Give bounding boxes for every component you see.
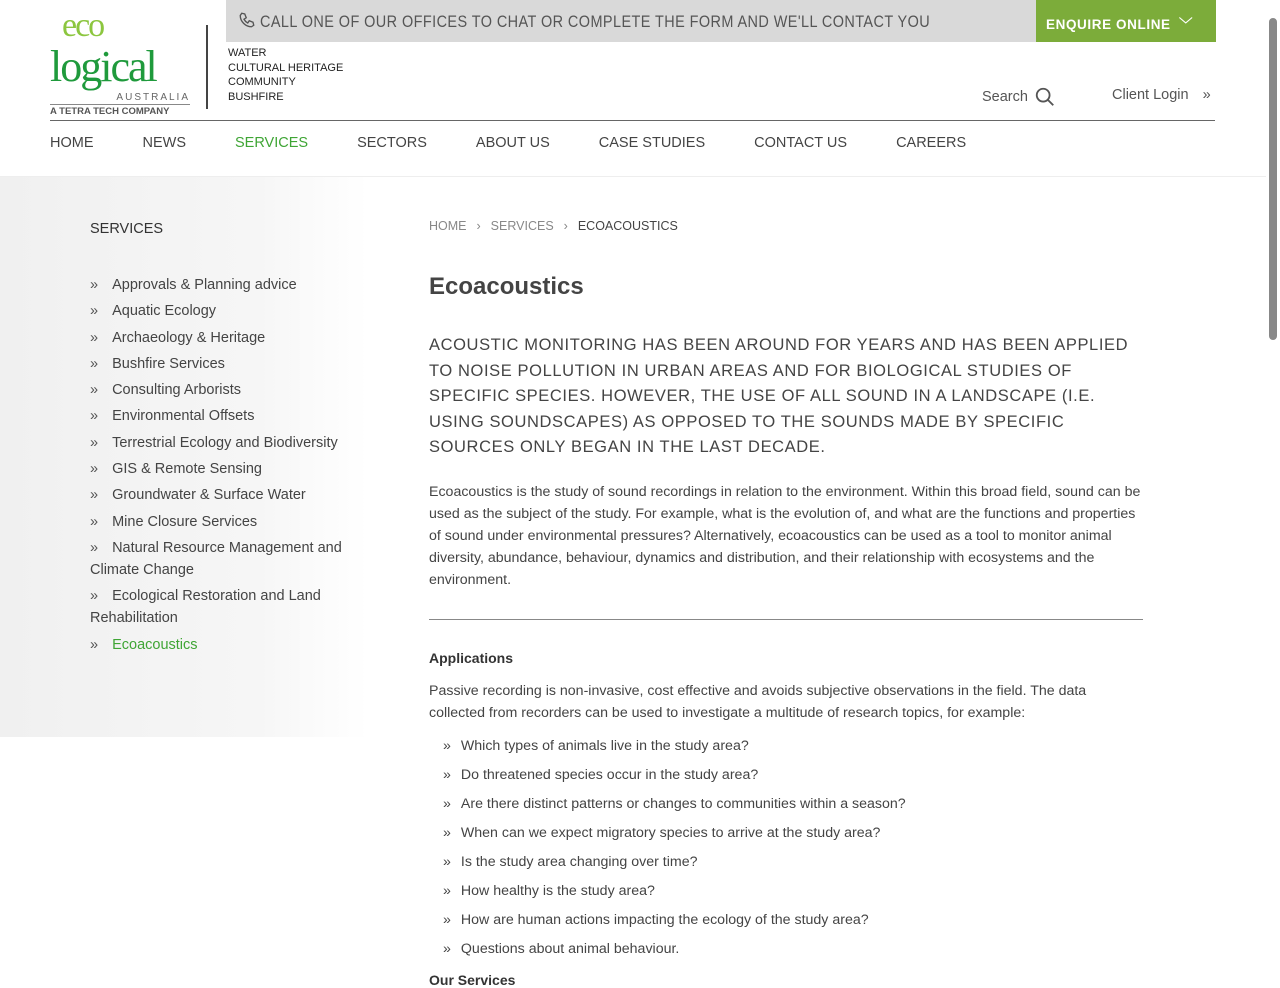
scrollbar[interactable] <box>1266 0 1280 960</box>
double-chevron-icon: » <box>443 737 451 754</box>
tag-community[interactable]: COMMUNITY <box>228 76 296 88</box>
double-chevron-icon: » <box>443 882 451 899</box>
client-login-link[interactable] <box>1112 87 1211 103</box>
double-chevron-icon: » <box>90 329 99 346</box>
question-text: When can we expect migratory species to arrive at the study area? <box>460 824 881 841</box>
breadcrumb-services[interactable]: SERVICES <box>490 219 554 233</box>
logo-eco: eco <box>62 7 104 44</box>
list-item <box>443 738 1143 767</box>
question-text: How healthy is the study area? <box>460 882 655 899</box>
our-services-heading: Our Services <box>429 971 516 988</box>
call-bar <box>226 0 1036 42</box>
sidebar-item-label: Ecological Restoration and Land Rehabilitation <box>90 588 321 627</box>
double-chevron-icon: » <box>1202 87 1211 103</box>
tag-water[interactable]: WATER <box>228 47 267 59</box>
nav-home[interactable]: HOME <box>50 135 94 151</box>
sidebar-item-label: GIS & Remote Sensing <box>112 461 262 478</box>
breadcrumb-home[interactable]: HOME <box>429 219 467 233</box>
double-chevron-icon: » <box>443 940 451 957</box>
chevron-down-icon: ﹀ <box>1179 17 1194 32</box>
list-item <box>443 767 1143 796</box>
question-text: Which types of animals live in the study area? <box>460 737 749 754</box>
double-chevron-icon: » <box>90 636 99 653</box>
double-chevron-icon: » <box>90 539 99 556</box>
nav-sectors[interactable]: SECTORS <box>357 135 427 151</box>
logo-tagline: A TETRA TECH COMPANY <box>50 106 170 117</box>
double-chevron-icon: » <box>443 795 451 812</box>
question-text: Questions about animal behaviour. <box>460 940 680 957</box>
sidebar-list <box>90 274 355 660</box>
divider <box>206 25 208 109</box>
list-item <box>443 883 1143 912</box>
intro-paragraph: Ecoacoustics is the study of sound recordings in relation to the environment. Within this broad field, sound can be used as the subject of the study. For example, what is the evolution of, and what are the functions and properties of sound under environmental pressures? Alternatively, ecoacoustics can be used as a tool to monitor animal diversity, abundance, behaviour, dynamics and distribution, and their relationship with ecosystems and the environment. <box>429 483 1141 588</box>
sidebar-item-label: Consulting Arborists <box>112 382 242 399</box>
applications-text: Passive recording is non-invasive, cost effective and avoids subjective observations in the field. The data collected from recorders can be used to investigate a multitude of research topics, for example: <box>429 682 1087 721</box>
question-text: How are human actions impacting the ecology of the study area? <box>460 911 869 928</box>
nav-contact-us[interactable]: CONTACT US <box>754 135 848 151</box>
client-login-label: Client Login <box>1112 87 1189 103</box>
sidebar-item-label: Archaeology & Heritage <box>112 329 266 346</box>
sidebar-item[interactable] <box>90 511 355 533</box>
sidebar-item[interactable] <box>90 274 355 296</box>
breadcrumb-current: ECOACOUSTICS <box>577 219 678 233</box>
double-chevron-icon: » <box>90 487 99 504</box>
sidebar-item[interactable] <box>90 379 355 401</box>
sidebar-item[interactable] <box>90 585 355 629</box>
chevron-right-icon: › <box>476 219 481 233</box>
double-chevron-icon: » <box>90 408 99 425</box>
sidebar-item[interactable] <box>90 327 355 349</box>
tag-links <box>228 46 343 104</box>
sidebar-item-label: Mine Closure Services <box>112 513 258 530</box>
double-chevron-icon: » <box>443 824 451 841</box>
search-icon <box>1034 86 1056 108</box>
nav-news[interactable]: NEWS <box>142 135 186 151</box>
nav-services[interactable]: SERVICES <box>235 135 309 151</box>
tag-cultural-heritage[interactable]: CULTURAL HERITAGE <box>228 61 344 74</box>
sidebar-title: SERVICES <box>90 221 164 237</box>
applications-heading: Applications <box>429 649 514 666</box>
logo-australia: AUSTRALIA <box>50 92 190 105</box>
double-chevron-icon: » <box>90 382 99 399</box>
double-chevron-icon: » <box>443 911 451 928</box>
logo[interactable] <box>50 8 190 118</box>
nav-about-us[interactable]: ABOUT US <box>475 135 550 151</box>
sidebar-item[interactable] <box>90 405 355 427</box>
double-chevron-icon: » <box>90 355 99 372</box>
question-text: Do threatened species occur in the study area? <box>460 766 759 783</box>
sidebar-item-label: Natural Resource Management and Climate Change <box>90 539 342 578</box>
sidebar <box>0 177 368 737</box>
sidebar-item-label: Bushfire Services <box>112 355 225 372</box>
tag-bushfire[interactable]: BUSHFIRE <box>228 90 284 103</box>
sidebar-item[interactable] <box>90 300 355 322</box>
enquire-label: ENQUIRE ONLINE <box>1046 17 1171 32</box>
logo-logical: logical <box>50 42 156 91</box>
section-divider <box>429 619 1143 620</box>
chevron-right-icon: › <box>563 219 568 233</box>
double-chevron-icon: » <box>90 277 99 293</box>
sidebar-item[interactable] <box>90 634 355 656</box>
double-chevron-icon: » <box>90 434 99 451</box>
double-chevron-icon: » <box>90 513 99 530</box>
search-button[interactable] <box>982 86 1056 108</box>
sidebar-item-label: Terrestrial Ecology and Biodiversity <box>112 434 338 451</box>
sidebar-item-label: Ecoacoustics <box>112 636 198 653</box>
nav-careers[interactable]: CAREERS <box>896 135 967 151</box>
sidebar-item-label: Aquatic Ecology <box>112 303 217 320</box>
double-chevron-icon: » <box>90 303 99 320</box>
scrollbar-thumb[interactable] <box>1269 18 1277 340</box>
sidebar-item[interactable] <box>90 432 355 454</box>
list-item <box>443 854 1143 883</box>
question-text: Are there distinct patterns or changes to communities within a season? <box>460 795 906 812</box>
double-chevron-icon: » <box>90 588 99 605</box>
enquire-online-button[interactable] <box>1036 0 1216 42</box>
nav-case-studies[interactable]: CASE STUDIES <box>598 135 706 151</box>
double-chevron-icon: » <box>443 766 451 783</box>
sidebar-item[interactable] <box>90 353 355 375</box>
list-item <box>443 825 1143 854</box>
breadcrumb <box>429 219 1143 233</box>
main-nav <box>50 135 1015 151</box>
sidebar-item-label: Environmental Offsets <box>112 408 255 425</box>
question-text: Is the study area changing over time? <box>460 853 698 870</box>
double-chevron-icon: » <box>90 461 99 478</box>
sidebar-item[interactable] <box>90 458 355 480</box>
sidebar-item[interactable] <box>90 537 355 581</box>
header-rule <box>50 120 1215 121</box>
search-label: Search <box>982 88 1028 105</box>
lead-paragraph: ACOUSTIC MONITORING HAS BEEN AROUND FOR YEARS AND HAS BEEN APPLIED TO NOISE POLLUTION IN URBAN AREAS AND FOR BIOLOGICAL STUDIES OF SPECIFIC SPECIES. HOWEVER, THE USE OF ALL SOUND IN A LANDSCAPE (I.E. USING SOUNDSCAPES) AS OPPOSED TO THE SOUNDS MADE BY SPECIFIC SOURCES ONLY BEGAN IN THE LAST DECADE. <box>429 336 1129 456</box>
page-title: Ecoacoustics <box>429 273 584 300</box>
questions-list <box>443 738 1143 970</box>
list-item <box>443 941 1143 970</box>
main-content <box>429 219 1143 988</box>
list-item <box>443 912 1143 941</box>
sidebar-item[interactable] <box>90 484 355 506</box>
call-text: CALL ONE OF OUR OFFICES TO CHAT OR COMPLETE THE FORM AND WE'LL CONTACT YOU <box>260 12 931 31</box>
double-chevron-icon: » <box>443 853 451 870</box>
list-item <box>443 796 1143 825</box>
phone-icon <box>238 11 256 29</box>
sidebar-item-label: Groundwater & Surface Water <box>112 487 306 504</box>
sidebar-item-label: Approvals & Planning advice <box>112 277 297 293</box>
